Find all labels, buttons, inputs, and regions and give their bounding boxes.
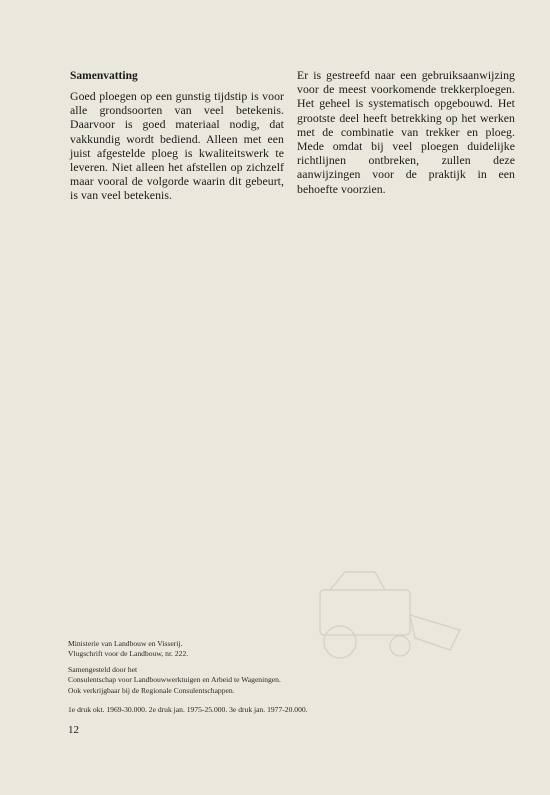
left-column (70, 68, 284, 203)
page-number: 12 (68, 724, 79, 736)
show-through-illustration (300, 560, 470, 670)
summary-paragraph-left: Goed ploegen op een gunstig tijdstip is voor alle grondsoorten van veel betekenis. Daarvoor is goed materiaal nodig, dat vakkundig wordt bediend. Alleen met een juist afgestelde ploeg is kwaliteitswerk te leveren. Niet alleen het afstellen op zichzelf maar vooral de volgorde waarin dit gebeurt, is van veel betekenis. (70, 89, 284, 203)
colophon-series: Vlugschrift voor de Landbouw, nr. 222. (68, 649, 189, 659)
right-column (297, 68, 515, 196)
colophon-availability: Ook verkrijgbaar bij de Regionale Consulentschappen. (68, 685, 235, 695)
colophon-compiler (68, 665, 281, 696)
summary-paragraph-right: Er is gestreefd naar een gebruiksaanwijzing voor de meest voorkomende trekkerploegen. Het geheel is systematisch opgebouwd. Het grootste deel heeft betrekking op het werken met de combinatie van trekker en ploeg. Mede omdat bij veel ploegen duidelijke richtlijnen ontbreken, zullen deze aanwijzingen voor de praktijk in een behoefte voorzien. (297, 68, 515, 196)
colophon-editions (68, 705, 308, 715)
colophon-institute: Consulentschap voor Landbouwwerktuigen en Arbeid te Wageningen. (68, 675, 281, 685)
colophon-publisher (68, 639, 188, 660)
colophon-compiled-by: Samengesteld door het (68, 665, 138, 674)
colophon-ministry: Ministerie van Landbouw en Visserij. (68, 639, 183, 648)
colophon-print-runs: 1e druk okt. 1969-30.000. 2e druk jan. 1975-25.000. 3e druk jan. 1977-20.000. (68, 705, 308, 714)
section-heading: Samenvatting (70, 70, 138, 82)
